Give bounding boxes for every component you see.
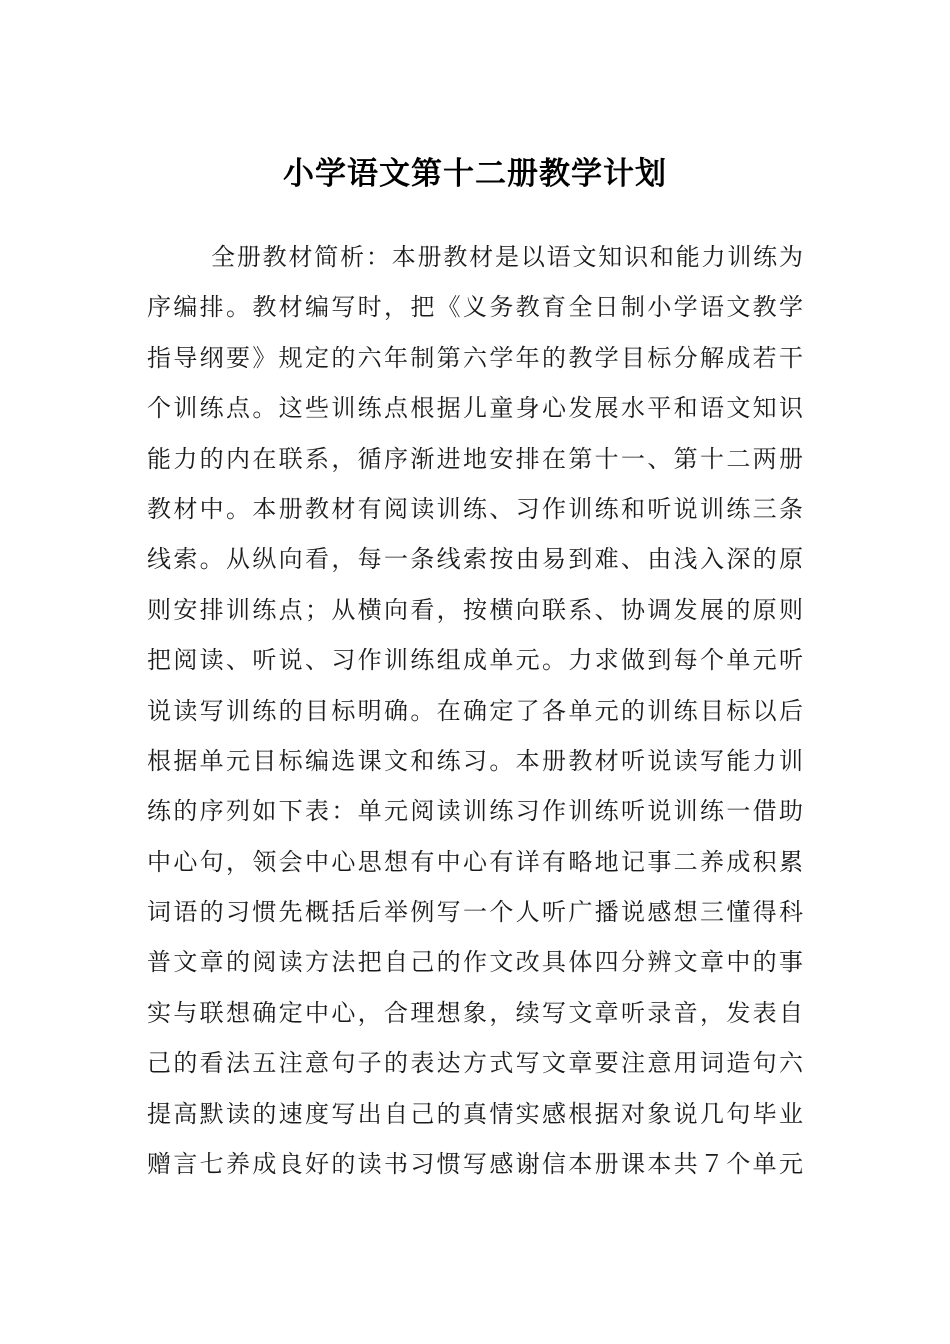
document-body [147,232,803,1189]
paragraph-line: 指导纲要》规定的六年制第六学年的教学目标分解成若干 [147,343,803,372]
paragraph-line: 中心句，领会中心思想有中心有详有略地记事二养成积累 [147,847,803,876]
paragraph-line: 全册教材简析：本册教材是以语文知识和能力训练为 [211,243,803,271]
paragraph-line: 己的看法五注意句子的表达方式写文章要注意用词造句六 [147,1049,803,1078]
paragraph-line: 能力的内在联系，循序渐进地安排在第十一、第十二两册 [147,444,803,473]
document-title: 小学语文第十二册教学计划 [283,155,667,192]
paragraph-line: 线索。从纵向看，每一条线索按由易到难、由浅入深的原 [147,545,803,574]
paragraph-line: 实与联想确定中心，合理想象，续写文章听录音，发表自 [147,998,803,1027]
paragraph-line: 说读写训练的目标明确。在确定了各单元的训练目标以后 [147,696,803,725]
paragraph-line: 练的序列如下表：单元阅读训练习作训练听说训练一借助 [147,797,803,826]
paragraph-line: 赠言七养成良好的读书习惯写感谢信本册课本共７个单元 [147,1150,803,1179]
paragraph-line: 词语的习惯先概括后举例写一个人听广播说感想三懂得科 [147,898,803,927]
paragraph-line: 则安排训练点；从横向看，按横向联系、协调发展的原则 [147,595,803,624]
paragraph-line: 提高默读的速度写出自己的真情实感根据对象说几句毕业 [147,1099,803,1128]
paragraph-line: 教材中。本册教材有阅读训练、习作训练和听说训练三条 [147,494,803,523]
paragraph-line: 个训练点。这些训练点根据儿童身心发展水平和语文知识 [147,394,803,423]
paragraph-line: 序编排。教材编写时，把《义务教育全日制小学语文教学 [147,293,803,322]
paragraph-line: 根据单元目标编选课文和练习。本册教材听说读写能力训 [147,746,803,775]
paragraph-line: 把阅读、听说、习作训练组成单元。力求做到每个单元听 [147,646,803,675]
paragraph-line: 普文章的阅读方法把自己的作文改具体四分辨文章中的事 [147,948,803,977]
